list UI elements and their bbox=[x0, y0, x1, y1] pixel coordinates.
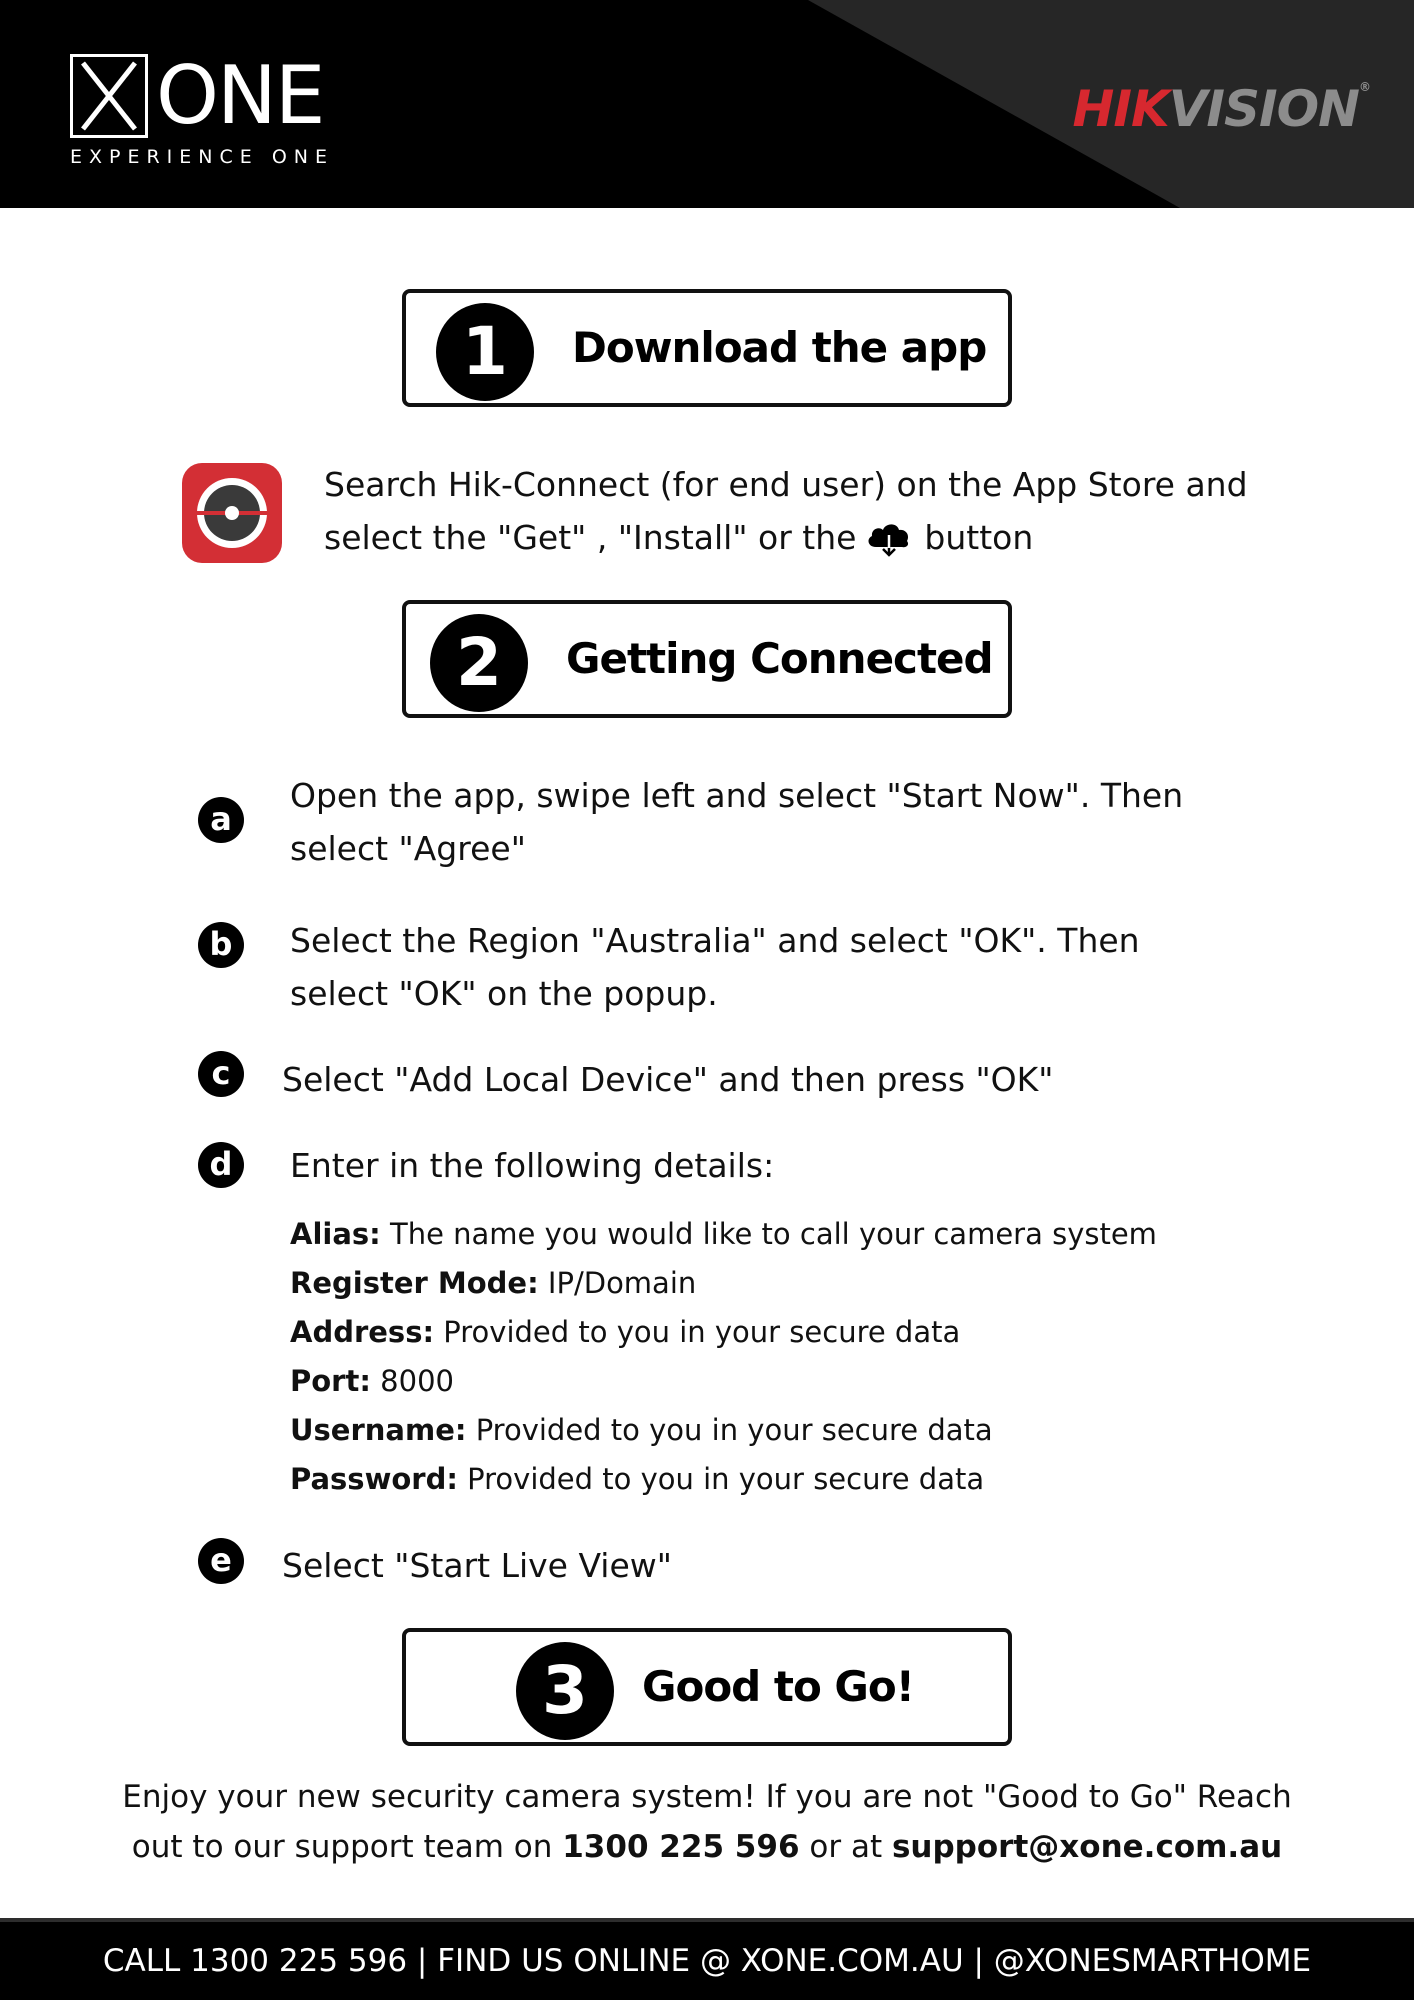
step-3-title: Good to Go! bbox=[642, 1662, 914, 1711]
step-1-instructions bbox=[324, 458, 1324, 564]
hik-connect-app-icon bbox=[182, 463, 282, 563]
step-2b-text: Select the Region "Australia" and select "OK". Then select "OK" on the popup. bbox=[290, 921, 1140, 1013]
step-2-title: Getting Connected bbox=[566, 634, 993, 683]
step-3-header bbox=[402, 1628, 1012, 1746]
xone-wordmark: ONE bbox=[156, 49, 324, 142]
registered-mark: ® bbox=[1359, 80, 1370, 94]
header-banner bbox=[0, 0, 1414, 208]
xone-logo bbox=[70, 49, 340, 174]
step-3-number-badge: 3 bbox=[516, 1642, 614, 1740]
hikvision-logo-red: HIK bbox=[1072, 80, 1169, 138]
x-letter-icon bbox=[73, 57, 145, 135]
footer-bar bbox=[0, 1918, 1414, 2000]
step-2e-letter-badge: e bbox=[198, 1538, 244, 1584]
step-2c-letter-badge: c bbox=[198, 1051, 244, 1097]
detail-alias: Alias: The name you would like to call your camera system bbox=[290, 1217, 1157, 1251]
step-2a-text: Open the app, swipe left and select "Start Now". Then select "Agree" bbox=[290, 776, 1184, 868]
step-2a-letter-badge: a bbox=[198, 797, 244, 843]
step-2c-text: Select "Add Local Device" and then press "OK" bbox=[282, 1060, 1054, 1099]
support-message bbox=[60, 1772, 1354, 1872]
support-phone-link[interactable]: 1300 225 596 bbox=[562, 1829, 800, 1865]
support-line-2: out to our support team on 1300 225 596 or at support@xone.com.au bbox=[131, 1829, 1283, 1865]
step-1-line-1: Search Hik-Connect (for end user) on the App Store and bbox=[324, 465, 1248, 504]
detail-username: Username: Provided to you in your secure data bbox=[290, 1413, 993, 1447]
footer-contact-text: CALL 1300 225 596 | FIND US ONLINE @ XONE.COM.AU | @XONESMARTHOME bbox=[102, 1943, 1312, 1979]
step-1-number-badge: 1 bbox=[436, 303, 534, 401]
support-email-link[interactable]: support@xone.com.au bbox=[891, 1829, 1283, 1865]
step-2d-text: Enter in the following details: bbox=[290, 1146, 775, 1185]
hikvision-logo bbox=[1073, 80, 1370, 138]
support-line-1: Enjoy your new security camera system! If you are not "Good to Go" Reach bbox=[122, 1779, 1292, 1815]
step-2d-letter-badge: d bbox=[198, 1142, 244, 1188]
detail-register-mode: Register Mode: IP/Domain bbox=[290, 1266, 697, 1300]
detail-password: Password: Provided to you in your secure data bbox=[290, 1462, 985, 1496]
cloud-download-icon bbox=[864, 517, 914, 557]
xone-x-mark bbox=[70, 54, 148, 138]
detail-address: Address: Provided to you in your secure data bbox=[290, 1315, 961, 1349]
detail-port: Port: 8000 bbox=[290, 1364, 454, 1398]
hikvision-logo-grey: VISION bbox=[1168, 80, 1359, 138]
step-2b-letter-badge: b bbox=[198, 922, 244, 968]
step-2-header bbox=[402, 600, 1012, 718]
xone-tagline: EXPERIENCE ONE bbox=[70, 146, 334, 168]
step-2e-text: Select "Start Live View" bbox=[282, 1546, 672, 1585]
step-1-line-2: select the "Get" , "Install" or the button bbox=[324, 518, 1034, 557]
step-2-number-badge: 2 bbox=[430, 614, 528, 712]
step-1-header bbox=[402, 289, 1012, 407]
step-1-title: Download the app bbox=[572, 323, 987, 372]
